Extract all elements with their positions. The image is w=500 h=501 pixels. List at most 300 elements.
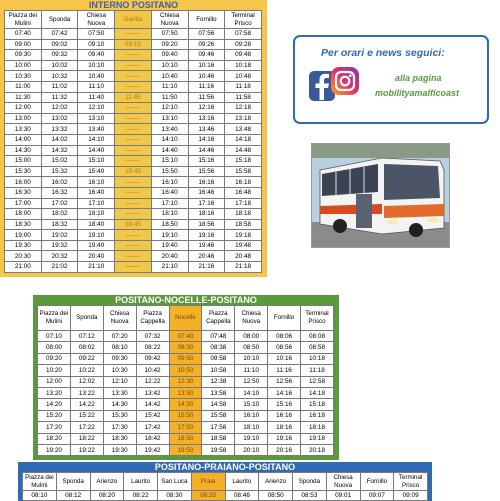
nocelle-time-cell: 11:10 — [235, 365, 268, 376]
nocelle-time-cell: 09:42 — [136, 353, 169, 364]
nocelle-time-cell: 12:38 — [202, 376, 235, 387]
nocelle-column-header — [301, 306, 334, 331]
interno-table-row — [5, 251, 262, 262]
interno-time-cell: 07:50 — [78, 29, 115, 40]
interno-time-cell: 18:16 — [188, 209, 225, 220]
praiano-column-header-line: Prisco — [402, 481, 420, 489]
nocelle-time-cell: 12:58 — [301, 376, 334, 387]
nocelle-time-cell: 12:56 — [268, 376, 301, 387]
nocelle-time-cell: 14:42 — [136, 399, 169, 410]
interno-table-row — [5, 262, 262, 273]
interno-time-cell: 20:40 — [78, 251, 115, 262]
interno-time-cell: 16:32 — [41, 187, 78, 198]
nocelle-time-cell: 10:22 — [70, 365, 103, 376]
interno-table-row — [5, 177, 262, 188]
nocelle-column-header-line: Mulini — [45, 318, 63, 325]
praiano-column-header-line: Piazza dei — [25, 473, 54, 481]
praiano-column-header — [124, 473, 158, 491]
interno-table-row — [5, 113, 262, 124]
nocelle-time-cell: 19:10 — [235, 433, 268, 444]
nocelle-time-cell: 10:42 — [136, 365, 169, 376]
interno-time-cell: 19:10 — [151, 230, 188, 241]
interno-time-cell: 15:10 — [78, 156, 115, 167]
interno-table-row — [5, 209, 262, 220]
nocelle-time-cell: 19:18 — [301, 433, 334, 444]
interno-time-cell: 17:00 — [5, 198, 42, 209]
praiano-header-row — [23, 473, 428, 491]
nocelle-time-cell: 15:18 — [301, 399, 334, 410]
interno-time-cell: 14:46 — [188, 145, 225, 156]
interno-time-cell: 10:16 — [188, 60, 225, 71]
nocelle-header-row — [38, 306, 334, 331]
praiano-column-header-line: Terminal — [398, 473, 423, 481]
interno-table-row — [5, 166, 262, 177]
interno-time-cell: 18:32 — [41, 219, 78, 230]
interno-time-cell: 09:10 — [78, 39, 115, 50]
nocelle-column-header-line: Cappella — [206, 318, 231, 325]
interno-time-cell: ------- — [115, 177, 152, 188]
interno-table-row — [5, 145, 262, 156]
interno-time-cell: 14:00 — [5, 134, 42, 145]
interno-time-cell: ------- — [115, 81, 152, 92]
nocelle-time-cell: 12:10 — [103, 376, 136, 387]
interno-time-cell: 11:58 — [225, 92, 262, 103]
interno-time-cell: 19:32 — [41, 240, 78, 251]
interno-time-cell: 09:00 — [5, 39, 42, 50]
interno-time-cell: 13:40 — [78, 124, 115, 135]
interno-time-cell: 15:58 — [225, 166, 262, 177]
nocelle-time-cell: 19:16 — [268, 433, 301, 444]
interno-time-cell: 10:46 — [188, 71, 225, 82]
nocelle-time-cell: 18:10 — [235, 422, 268, 433]
praiano-time-cell: 08:12 — [56, 491, 90, 501]
interno-time-cell: 14:10 — [151, 134, 188, 145]
praiano-column-header-line: Laurito — [131, 477, 151, 485]
interno-time-cell: 09:40 — [78, 50, 115, 61]
interno-time-cell: 07:58 — [225, 29, 262, 40]
nocelle-time-cell: 10:10 — [235, 353, 268, 364]
nocelle-time-cell: 19:42 — [136, 444, 169, 455]
nocelle-table — [37, 305, 334, 456]
interno-time-cell: 10:40 — [151, 71, 188, 82]
nocelle-time-cell: 19:22 — [70, 444, 103, 455]
interno-time-cell: 09:02 — [41, 39, 78, 50]
nocelle-time-cell: 14:58 — [202, 399, 235, 410]
praiano-column-header — [158, 473, 192, 491]
interno-time-cell: 15:16 — [188, 156, 225, 167]
praiano-column-header — [225, 473, 259, 491]
interno-time-cell: 09:40 — [151, 50, 188, 61]
interno-column-header — [115, 11, 152, 29]
social-heading: Per orari e news seguici: — [321, 47, 445, 59]
interno-time-cell: 10:30 — [5, 71, 42, 82]
interno-time-cell: 09:20 — [151, 39, 188, 50]
nocelle-column-header-line: Terminal — [305, 310, 329, 317]
interno-time-cell: ------- — [115, 230, 152, 241]
nocelle-time-cell: 19:20 — [38, 444, 71, 455]
nocelle-time-cell: 09:58 — [202, 353, 235, 364]
nocelle-time-cell: 09:50 — [169, 353, 202, 364]
interno-time-cell: 11:56 — [188, 92, 225, 103]
nocelle-column-header — [38, 306, 71, 331]
interno-time-cell: ------- — [115, 262, 152, 273]
interno-column-header — [225, 11, 262, 29]
interno-time-cell: 18:02 — [41, 209, 78, 220]
interno-column-header-line: Chiesa — [86, 11, 106, 19]
interno-column-header — [41, 11, 78, 29]
interno-time-cell: 15:02 — [41, 156, 78, 167]
nocelle-time-cell: 08:06 — [268, 331, 301, 342]
nocelle-table-row — [38, 376, 334, 387]
interno-time-cell: 10:00 — [5, 60, 42, 71]
interno-time-cell: ------- — [115, 145, 152, 156]
interno-time-cell: ------- — [115, 29, 152, 40]
nocelle-time-cell: 17:42 — [136, 422, 169, 433]
nocelle-time-cell: 17:50 — [169, 422, 202, 433]
interno-time-cell: ------- — [115, 113, 152, 124]
praiano-time-cell: 08:30 — [158, 491, 192, 501]
nocelle-time-cell: 14:20 — [38, 399, 71, 410]
positano-nocelle-timetable — [33, 295, 339, 460]
nocelle-time-cell: 13:30 — [103, 387, 136, 398]
nocelle-table-row — [38, 331, 334, 342]
interno-time-cell: 19:30 — [5, 240, 42, 251]
nocelle-time-cell: 19:30 — [103, 444, 136, 455]
interno-time-cell: 16:10 — [151, 177, 188, 188]
praiano-column-header — [23, 473, 57, 491]
nocelle-column-header-line: Nocelle — [175, 314, 196, 321]
praiano-column-header-line: Arienzo — [96, 477, 118, 485]
praiano-column-header-line: Mulini — [31, 481, 48, 489]
nocelle-title: POSITANO-NOCELLE-POSITANO — [33, 295, 339, 305]
nocelle-time-cell: 08:02 — [70, 342, 103, 353]
nocelle-time-cell: 13:20 — [38, 387, 71, 398]
praiano-frame — [18, 472, 432, 501]
praiano-column-header — [56, 473, 90, 491]
interno-time-cell: 14:40 — [151, 145, 188, 156]
interno-time-cell: 16:18 — [225, 177, 262, 188]
praiano-time-cell: 09:01 — [326, 491, 360, 501]
nocelle-time-cell: 14:22 — [70, 399, 103, 410]
nocelle-column-header-line: Nuova — [110, 318, 129, 325]
praiano-column-header — [90, 473, 124, 491]
interno-time-cell: 10:48 — [225, 71, 262, 82]
nocelle-column-header — [235, 306, 268, 331]
nocelle-time-cell: 18:30 — [103, 433, 136, 444]
praiano-column-header-line: Laurito — [232, 477, 252, 485]
interno-time-cell: 11:10 — [151, 81, 188, 92]
interno-time-cell: 21:00 — [5, 262, 42, 273]
nocelle-time-cell: 10:20 — [38, 365, 71, 376]
interno-time-cell: 09:32 — [41, 50, 78, 61]
praiano-table-row — [23, 491, 428, 501]
interno-column-header-line: Chiesa — [160, 11, 180, 19]
praiano-column-header-line: Praia — [200, 477, 216, 485]
nocelle-table-row — [38, 342, 334, 353]
interno-time-cell: 17:10 — [151, 198, 188, 209]
interno-time-cell: 17:16 — [188, 198, 225, 209]
interno-time-cell: 20:30 — [5, 251, 42, 262]
interno-time-cell: 17:18 — [225, 198, 262, 209]
praiano-table — [22, 472, 428, 501]
nocelle-time-cell: 15:22 — [70, 410, 103, 421]
nocelle-time-cell: 11:18 — [301, 365, 334, 376]
positano-praiano-timetable — [18, 462, 432, 501]
nocelle-table-row — [38, 422, 334, 433]
interno-time-cell: 16:10 — [78, 177, 115, 188]
interno-table-row — [5, 39, 262, 50]
bus-photo — [311, 143, 450, 248]
praiano-time-cell: 09:07 — [360, 491, 394, 501]
interno-time-cell: 21:02 — [41, 262, 78, 273]
interno-header-row — [5, 11, 262, 29]
nocelle-time-cell: 08:00 — [235, 331, 268, 342]
nocelle-time-cell: 18:42 — [136, 433, 169, 444]
interno-time-cell: 13:00 — [5, 113, 42, 124]
social-follow-box — [293, 35, 489, 124]
interno-time-cell: ------- — [115, 50, 152, 61]
interno-table-row — [5, 29, 262, 40]
interno-time-cell: 17:10 — [78, 198, 115, 209]
interno-time-cell: ------- — [115, 124, 152, 135]
interno-time-cell: 10:40 — [78, 71, 115, 82]
nocelle-column-header — [268, 306, 301, 331]
nocelle-time-cell: 08:58 — [301, 342, 334, 353]
interno-time-cell: 07:40 — [5, 29, 42, 40]
nocelle-column-header — [169, 306, 202, 331]
interno-column-header-line: Nuova — [160, 19, 179, 27]
interno-time-cell: 19:16 — [188, 230, 225, 241]
nocelle-time-cell: 17:30 — [103, 422, 136, 433]
praiano-column-header — [259, 473, 293, 491]
praiano-column-header-line: Sponda — [62, 477, 84, 485]
interno-time-cell: 11:10 — [78, 81, 115, 92]
interno-column-header-line: Nuova — [87, 19, 106, 27]
interno-time-cell: 19:02 — [41, 230, 78, 241]
nocelle-time-cell: 07:48 — [202, 331, 235, 342]
interno-time-cell: ------- — [115, 209, 152, 220]
nocelle-time-cell: 08:08 — [301, 331, 334, 342]
nocelle-table-row — [38, 444, 334, 455]
interno-table-row — [5, 50, 262, 61]
praiano-time-cell: 08:20 — [90, 491, 124, 501]
interno-time-cell: 11:45 — [115, 92, 152, 103]
nocelle-time-cell: 08:22 — [136, 342, 169, 353]
praiano-column-header — [360, 473, 394, 491]
interno-time-cell: 16:00 — [5, 177, 42, 188]
interno-table-row — [5, 134, 262, 145]
interno-table-row — [5, 156, 262, 167]
nocelle-column-header-line: Chiesa — [241, 310, 261, 317]
interno-time-cell: 09:30 — [5, 50, 42, 61]
nocelle-column-header — [136, 306, 169, 331]
interno-time-cell: 12:18 — [225, 103, 262, 114]
interno-time-cell: 11:30 — [5, 92, 42, 103]
interno-time-cell: 18:18 — [225, 209, 262, 220]
nocelle-column-header — [103, 306, 136, 331]
nocelle-column-header-line: Chiesa — [110, 310, 130, 317]
nocelle-time-cell: 17:22 — [70, 422, 103, 433]
interno-table-row — [5, 71, 262, 82]
nocelle-table-row — [38, 365, 334, 376]
instagram-icon[interactable] — [331, 67, 359, 95]
nocelle-frame — [33, 305, 339, 460]
nocelle-time-cell: 18:16 — [268, 422, 301, 433]
interno-time-cell: 11:16 — [188, 81, 225, 92]
nocelle-time-cell: 16:18 — [301, 410, 334, 421]
nocelle-time-cell: 15:10 — [235, 399, 268, 410]
interno-time-cell: 20:46 — [188, 251, 225, 262]
nocelle-time-cell: 16:16 — [268, 410, 301, 421]
nocelle-time-cell: 08:50 — [235, 342, 268, 353]
interno-time-cell: 18:10 — [151, 209, 188, 220]
interno-column-header — [5, 11, 42, 29]
interno-time-cell: ------- — [115, 187, 152, 198]
nocelle-time-cell: 07:40 — [169, 331, 202, 342]
interno-time-cell: 13:16 — [188, 113, 225, 124]
nocelle-time-cell: 14:50 — [169, 399, 202, 410]
nocelle-time-cell: 17:58 — [202, 422, 235, 433]
nocelle-time-cell: 09:22 — [70, 353, 103, 364]
interno-time-cell: 13:40 — [151, 124, 188, 135]
interno-time-cell: 18:00 — [5, 209, 42, 220]
interno-time-cell: 09:28 — [225, 39, 262, 50]
interno-time-cell: ------- — [115, 134, 152, 145]
interno-time-cell: 15:10 — [151, 156, 188, 167]
nocelle-time-cell: 14:10 — [235, 387, 268, 398]
interno-time-cell: 18:56 — [188, 219, 225, 230]
interno-time-cell: 14:30 — [5, 145, 42, 156]
nocelle-time-cell: 08:38 — [202, 342, 235, 353]
nocelle-time-cell: 20:18 — [301, 444, 334, 455]
nocelle-time-cell: 15:50 — [169, 410, 202, 421]
nocelle-time-cell: 13:50 — [169, 387, 202, 398]
nocelle-time-cell: 10:18 — [301, 353, 334, 364]
interno-time-cell: 19:10 — [78, 230, 115, 241]
nocelle-time-cell: 13:58 — [202, 387, 235, 398]
interno-time-cell: 15:18 — [225, 156, 262, 167]
interno-time-cell: 20:32 — [41, 251, 78, 262]
interno-table-row — [5, 230, 262, 241]
interno-time-cell: 15:00 — [5, 156, 42, 167]
interno-time-cell: 18:30 — [5, 219, 42, 230]
interno-time-cell: 10:10 — [78, 60, 115, 71]
interno-time-cell: 19:46 — [188, 240, 225, 251]
interno-time-cell: 13:30 — [5, 124, 42, 135]
interno-time-cell: 11:32 — [41, 92, 78, 103]
interno-time-cell: 12:02 — [41, 103, 78, 114]
praiano-column-header-line: Fornillo — [366, 477, 388, 485]
interno-time-cell: 19:40 — [78, 240, 115, 251]
praiano-time-cell: 08:50 — [259, 491, 293, 501]
praiano-time-cell: 08:35 — [191, 491, 225, 501]
praiano-column-header-line: San Luca — [161, 477, 188, 485]
interno-positano-timetable — [0, 0, 267, 277]
interno-time-cell: 13:18 — [225, 113, 262, 124]
interno-time-cell: 20:48 — [225, 251, 262, 262]
nocelle-time-cell: 15:30 — [103, 410, 136, 421]
nocelle-column-header-line: Piazza — [209, 310, 228, 317]
nocelle-column-header-line: Fornillo — [273, 314, 295, 321]
interno-column-header-line: Sponda — [48, 15, 71, 23]
interno-time-cell: 11:02 — [41, 81, 78, 92]
interno-time-cell: 09:48 — [225, 50, 262, 61]
nocelle-time-cell: 10:50 — [169, 365, 202, 376]
interno-time-cell: 16:40 — [151, 187, 188, 198]
interno-time-cell: 13:10 — [78, 113, 115, 124]
interno-time-cell: 15:30 — [5, 166, 42, 177]
nocelle-time-cell: 14:18 — [301, 387, 334, 398]
nocelle-column-header — [202, 306, 235, 331]
nocelle-time-cell: 15:20 — [38, 410, 71, 421]
interno-time-cell: 15:40 — [78, 166, 115, 177]
nocelle-time-cell: 08:00 — [38, 342, 71, 353]
interno-table-row — [5, 198, 262, 209]
interno-column-header-line: Mulini — [14, 19, 31, 27]
interno-time-cell: 19:40 — [151, 240, 188, 251]
praiano-column-header-line: Nuova — [334, 481, 353, 489]
nocelle-time-cell: 13:42 — [136, 387, 169, 398]
interno-time-cell: 14:32 — [41, 145, 78, 156]
nocelle-time-cell: 07:32 — [136, 331, 169, 342]
interno-time-cell: 19:18 — [225, 230, 262, 241]
interno-table-row — [5, 60, 262, 71]
interno-time-cell: ------- — [115, 198, 152, 209]
interno-time-cell: 14:10 — [78, 134, 115, 145]
interno-time-cell: 14:40 — [78, 145, 115, 156]
nocelle-time-cell: 18:20 — [38, 433, 71, 444]
nocelle-time-cell: 12:02 — [70, 376, 103, 387]
interno-time-cell: 18:50 — [151, 219, 188, 230]
praiano-column-header — [293, 473, 327, 491]
interno-time-cell: 13:46 — [188, 124, 225, 135]
nocelle-time-cell: 10:58 — [202, 365, 235, 376]
interno-time-cell: 12:10 — [78, 103, 115, 114]
interno-time-cell: 18:45 — [115, 219, 152, 230]
nocelle-time-cell: 09:20 — [38, 353, 71, 364]
interno-table-row — [5, 187, 262, 198]
nocelle-time-cell: 20:16 — [268, 444, 301, 455]
interno-table-row — [5, 219, 262, 230]
nocelle-column-header-line: Nuova — [242, 318, 261, 325]
praiano-time-cell: 08:22 — [124, 491, 158, 501]
nocelle-time-cell: 15:58 — [202, 410, 235, 421]
interno-time-cell: 13:32 — [41, 124, 78, 135]
nocelle-table-row — [38, 433, 334, 444]
interno-time-cell: 18:58 — [225, 219, 262, 230]
interno-time-cell: 21:16 — [188, 262, 225, 273]
interno-time-cell: 07:56 — [188, 29, 225, 40]
interno-time-cell: 11:18 — [225, 81, 262, 92]
nocelle-time-cell: 12:30 — [169, 376, 202, 387]
nocelle-time-cell: 15:16 — [268, 399, 301, 410]
social-page-name[interactable]: mobilityamalficoast — [375, 88, 460, 98]
nocelle-time-cell: 16:10 — [235, 410, 268, 421]
nocelle-time-cell: 07:20 — [103, 331, 136, 342]
praiano-time-cell: 09:09 — [394, 491, 428, 501]
interno-time-cell: 12:10 — [151, 103, 188, 114]
interno-time-cell: 16:02 — [41, 177, 78, 188]
interno-time-cell: 10:18 — [225, 60, 262, 71]
nocelle-time-cell: 18:50 — [169, 433, 202, 444]
nocelle-time-cell: 09:30 — [103, 353, 136, 364]
nocelle-time-cell: 10:30 — [103, 365, 136, 376]
interno-time-cell: 19:48 — [225, 240, 262, 251]
praiano-time-cell: 08:53 — [293, 491, 327, 501]
nocelle-time-cell: 12:00 — [38, 376, 71, 387]
social-page-label: alla pagina — [395, 73, 442, 83]
interno-time-cell: ------- — [115, 251, 152, 262]
